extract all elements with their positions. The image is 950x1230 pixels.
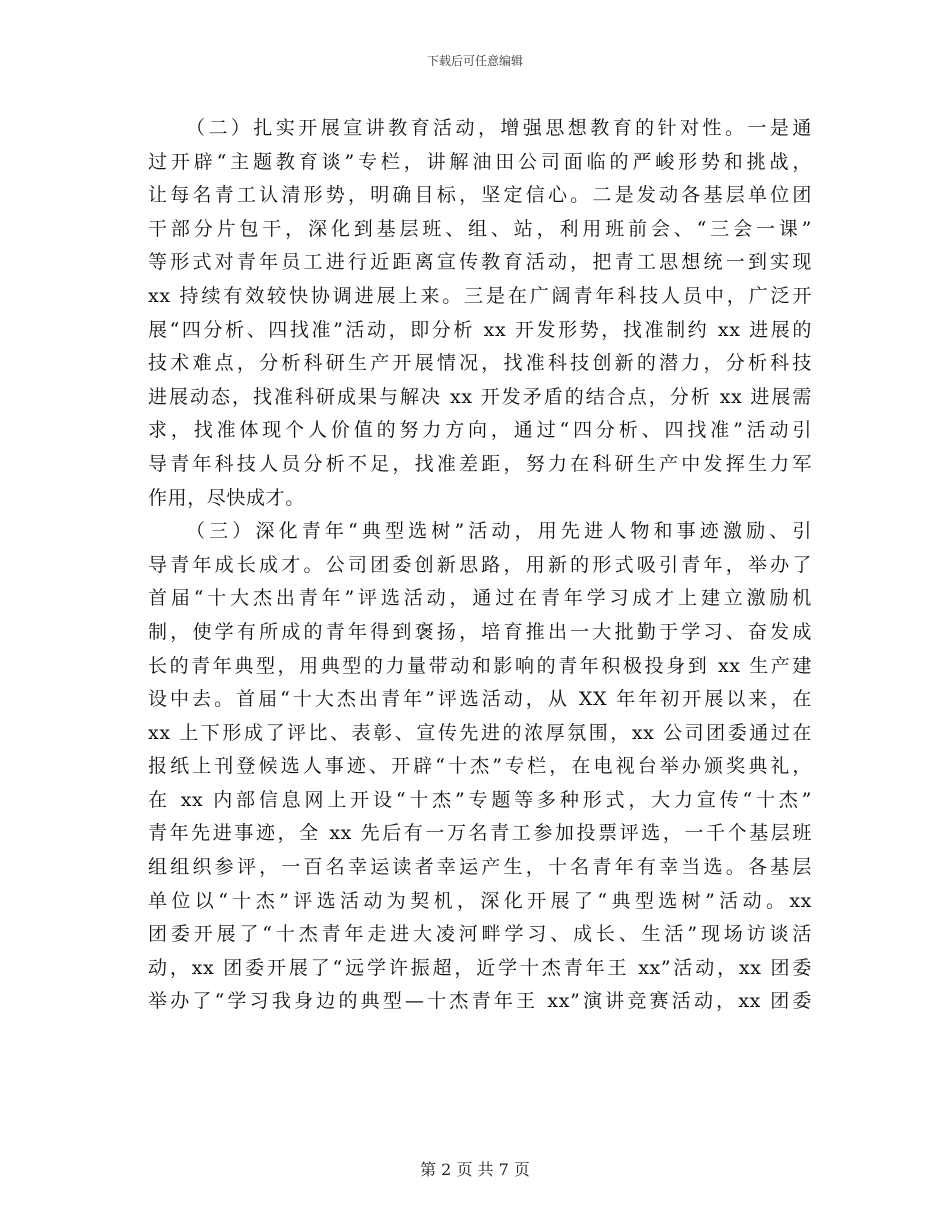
paragraph-line: 组组织参评，一百名幸运读者幸运产生，十名青年有幸当选。各基层 bbox=[148, 856, 812, 879]
paragraph-line: 首届“十大杰出青年”评选活动，通过在青年学习成才上建立激励机 bbox=[148, 587, 812, 610]
paragraph-line: 导青年科技人员分析不足，找准差距，努力在科研生产中发挥生力军 bbox=[148, 452, 812, 475]
paragraph-line: 单位以“十杰”评选活动为契机，深化开展了“典型选树”活动。xx bbox=[148, 889, 812, 912]
paragraph-line: 导青年成长成才。公司团委创新思路，用新的形式吸引青年，举办了 bbox=[148, 553, 812, 576]
paragraph-line: 设中去。首届“十大杰出青年”评选活动，从 XX 年年初开展以来，在 bbox=[148, 688, 812, 711]
paragraph-line: 技术难点，分析科研生产开展情况，找准科技创新的潜力，分析科技 bbox=[148, 352, 812, 375]
paragraph-line: 进展动态，找准科研成果与解决 xx 开发矛盾的结合点，分析 xx 进展需 bbox=[148, 385, 812, 408]
paragraph-line: xx 上下形成了评比、表彰、宣传先进的浓厚氛围，xx 公司团委通过在 bbox=[148, 721, 812, 744]
page-header: 下载后可任意编辑 bbox=[426, 54, 523, 68]
paragraph-line: 让每名青工认清形势，明确目标，坚定信心。二是发动各基层单位团 bbox=[148, 184, 812, 207]
paragraph-line: 等形式对青年员工进行近距离宣传教育活动，把青工思想统一到实现 bbox=[148, 251, 812, 274]
paragraph-line: 在 xx 内部信息网上开设“十杰”专题等多种形式，大力宣传“十杰” bbox=[148, 788, 812, 811]
paragraph-line: 干部分片包干，深化到基层班、组、站，利用班前会、“三会一课” bbox=[148, 217, 812, 240]
paragraph-line: 制，使学有所成的青年得到褒扬，培育推出一大批勤于学习、奋发成 bbox=[148, 620, 812, 643]
paragraph-line: （三）深化青年“典型选树”活动，用先进人物和事迹激励、引 bbox=[186, 520, 812, 543]
paragraph-line: 作用，尽快成才。 bbox=[148, 486, 305, 509]
paragraph-line: 青年先进事迹，全 xx 先后有一万名青工参加投票评选，一千个基层班 bbox=[148, 822, 812, 845]
paragraph-line: 动，xx 团委开展了“远学许振超，近学十杰青年王 xx”活动，xx 团委 bbox=[148, 956, 812, 979]
page-number-footer: 第 2 页 共 7 页 bbox=[420, 1160, 530, 1179]
paragraph-line: 过开辟“主题教育谈”专栏，讲解油田公司面临的严峻形势和挑战， bbox=[148, 150, 812, 173]
paragraph-line: 展“四分析、四找准”活动，即分析 xx 开发形势，找准制约 xx 进展的 bbox=[148, 318, 812, 341]
paragraph-line: 长的青年典型，用典型的力量带动和影响的青年积极投身到 xx 生产建 bbox=[148, 654, 812, 677]
paragraph-line: （二）扎实开展宣讲教育活动，增强思想教育的针对性。一是通 bbox=[186, 117, 812, 139]
document-body bbox=[148, 112, 812, 1019]
paragraph-line: 举办了“学习我身边的典型—十杰青年王 xx”演讲竞赛活动，xx 团委 bbox=[148, 990, 812, 1013]
paragraph-line: 团委开展了“十杰青年走进大凌河畔学习、成长、生活”现场访谈活 bbox=[148, 923, 812, 946]
paragraph-line: 报纸上刊登候选人事迹、开辟“十杰”专栏，在电视台举办颁奖典礼， bbox=[148, 755, 812, 778]
paragraph-line: 求，找准体现个人价值的努力方向，通过“四分析、四找准”活动引 bbox=[148, 419, 812, 442]
paragraph-line: xx 持续有效较快协调进展上来。三是在广阔青年科技人员中，广泛开 bbox=[148, 284, 812, 307]
